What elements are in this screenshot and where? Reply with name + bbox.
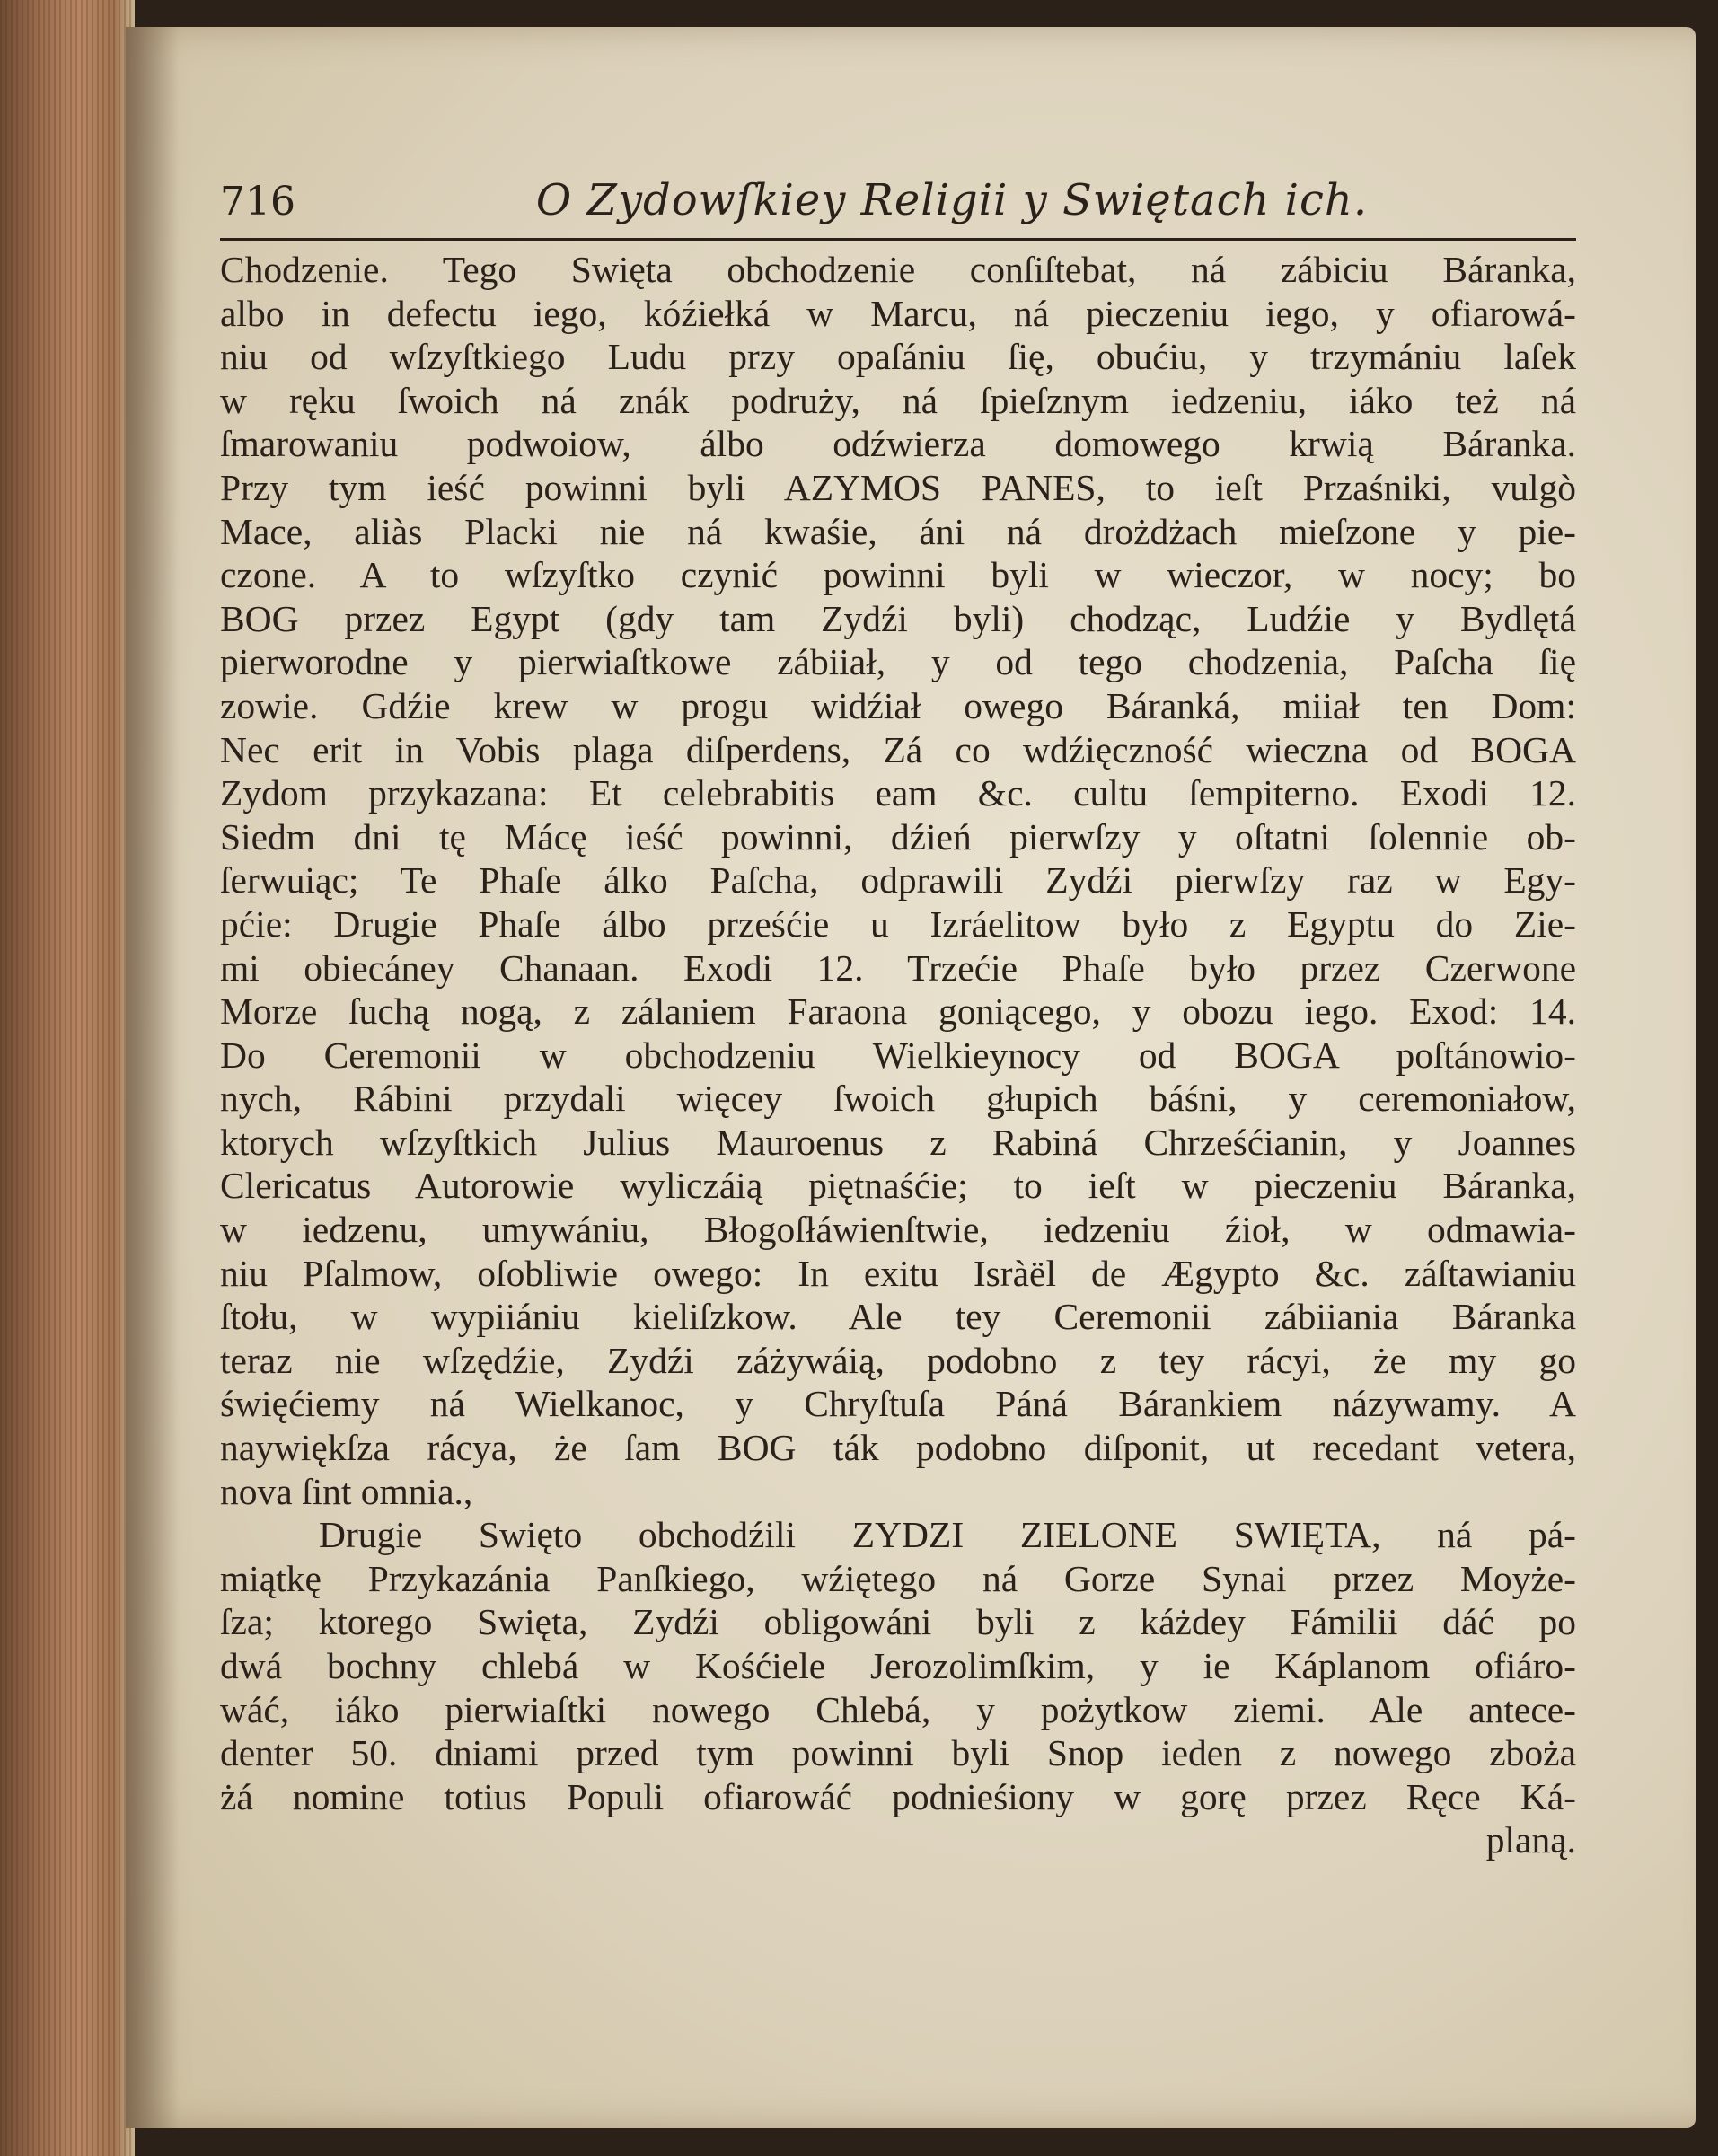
text-line: miątkę Przykazánia Panſkiego, wźiętego ná Gorze Synai przez Moyże- [220,1557,1576,1599]
text-line: teraz nie wſzędźie, Zydźi záżywáią, podobno z tey rácyi, że my go [220,1339,1576,1381]
text-line: Chodzenie. Tego Swięta obchodzenie conſiſtebat, ná zábiciu Báranka, [220,249,1576,290]
text-line: wáć, iáko pierwiaſtki nowego Chlebá, y pożytkow ziemi. Ale antece- [220,1688,1576,1730]
spine-shadow [126,27,180,2128]
text-line: Siedm dni tę Mácę ieść powinni, dźień pierwſzy y oſtatni ſolennie ob- [220,815,1576,858]
text-line: niu Pſalmow, oſobliwie owego: In exitu Isràël de Ægypto &c. záſtawianiu [220,1252,1576,1294]
text-line: w ręku ſwoich ná znák podruży, ná ſpieſznym iedzeniu, iáko też ná [220,379,1576,421]
text-line: naywiękſza rácya, że ſam BOG ták podobno diſponit, ut recedant vetera, [220,1427,1576,1469]
text-line: Clericatus Autorowie wyliczáią piętnaśćie; to ieſt w pieczeniu Báranka, [220,1165,1576,1207]
page-edges [0,0,135,2156]
text-line: czone. A to wſzyſtko czynić powinni byli w wieczor, w nocy; bo [220,554,1576,596]
text-line: święćiemy ná Wielkanoc, y Chryſtuſa Páná Bárankiem názywamy. A [220,1383,1576,1425]
text-line: mi obiecáney Chanaan. Exodi 12. Trzećie Phaſe było przez Czerwone [220,946,1576,989]
body-text [220,248,1576,1862]
text-line: pćie: Drugie Phaſe álbo prześćie u Izráelitow było z Egyptu do Zie- [220,902,1576,945]
text-line: Przy tym ieść powinni byli AZYMOS PANES, to ieſt Przaśniki, vulgò [220,466,1576,508]
text-line: niu od wſzyſtkiego Ludu przy opaſániu ſię, obućiu, y trzymániu laſek [220,336,1576,378]
text-line: ſmarowaniu podwoiow, álbo odźwierza domowego krwią Báranka. [220,423,1576,465]
text-line: ktorych wſzyſtkich Julius Mauroenus z Rabiná Chrześćianin, y Joannes [220,1121,1576,1163]
text-line: nych, Rábini przydali więcey ſwoich głupich báśni, y ceremoniałow, [220,1078,1576,1120]
text-line: nova ſint omnia., [220,1470,473,1512]
page-number: 716 [220,179,295,224]
text-line: zowie. Gdźie krew w progu widźiał owego Báranká, miiał ten Dom: [220,684,1576,726]
text-line: Mace, aliàs Placki nie ná kwaśie, áni ná drożdżach mieſzone y pie- [220,510,1576,552]
text-line: żá nomine totius Populi ofiarowáć podnieśiony w gorę przez Ręce Ká- [220,1775,1576,1817]
running-title: O Zydowſkiey Religii y Swiętach ich. [535,175,1369,225]
text-block [220,175,1576,1862]
text-line: planą. [1485,1819,1576,1861]
text-line: Drugie Swięto obchodźili ZYDZI ZIELONE SWIĘTA, ná pá- [319,1514,1576,1556]
text-line: dwá bochny chlebá w Kośćiele Jerozolimſkim, y ie Káplanom ofiáro- [220,1645,1576,1686]
text-line: ſza; ktorego Swięta, Zydźi obligowáni byli z káżdey Fámilii dáć po [220,1601,1576,1643]
text-line: Morze ſuchą nogą, z zálaniem Faraona goniącego, y obozu iego. Exod: 14. [220,990,1576,1033]
text-line: albo in defectu iego, kóźiełká w Marcu, ná pieczeniu iego, y ofiarowá- [220,292,1576,334]
text-line: ſtołu, w wypiiániu kieliſzkow. Ale tey Ceremonii zábiiania Báranka [220,1296,1576,1338]
text-line: Zydom przykazana: Et celebrabitis eam &c. cultu ſempiterno. Exodi 12. [220,772,1576,814]
text-line: Nec erit in Vobis plaga diſperdens, Zá co wdźięczność wieczna od BOGA [220,728,1576,770]
text-line: pierworodne y pierwiaſtkowe zábiiał, y od tego chodzenia, Paſcha ſię [220,641,1576,683]
text-line: w iedzenu, umywániu, Błogoſłáwienſtwie, iedzeniu źioł, w odmawia- [220,1209,1576,1251]
text-line: BOG przez Egypt (gdy tam Zydźi byli) chodząc, Ludźie y Bydlętá [220,597,1576,639]
running-head [220,175,1576,241]
page-edge-stripes [0,0,135,2156]
text-line: Do Ceremonii w obchodzeniu Wielkieynocy od BOGA poſtánowio- [220,1034,1576,1076]
text-line: ſerwuiąc; Te Phaſe álko Paſcha, odprawili Zydźi pierwſzy raz w Egy- [220,859,1576,902]
text-line: denter 50. dniami przed tym powinni byli Snop ieden z nowego zboża [220,1732,1576,1774]
